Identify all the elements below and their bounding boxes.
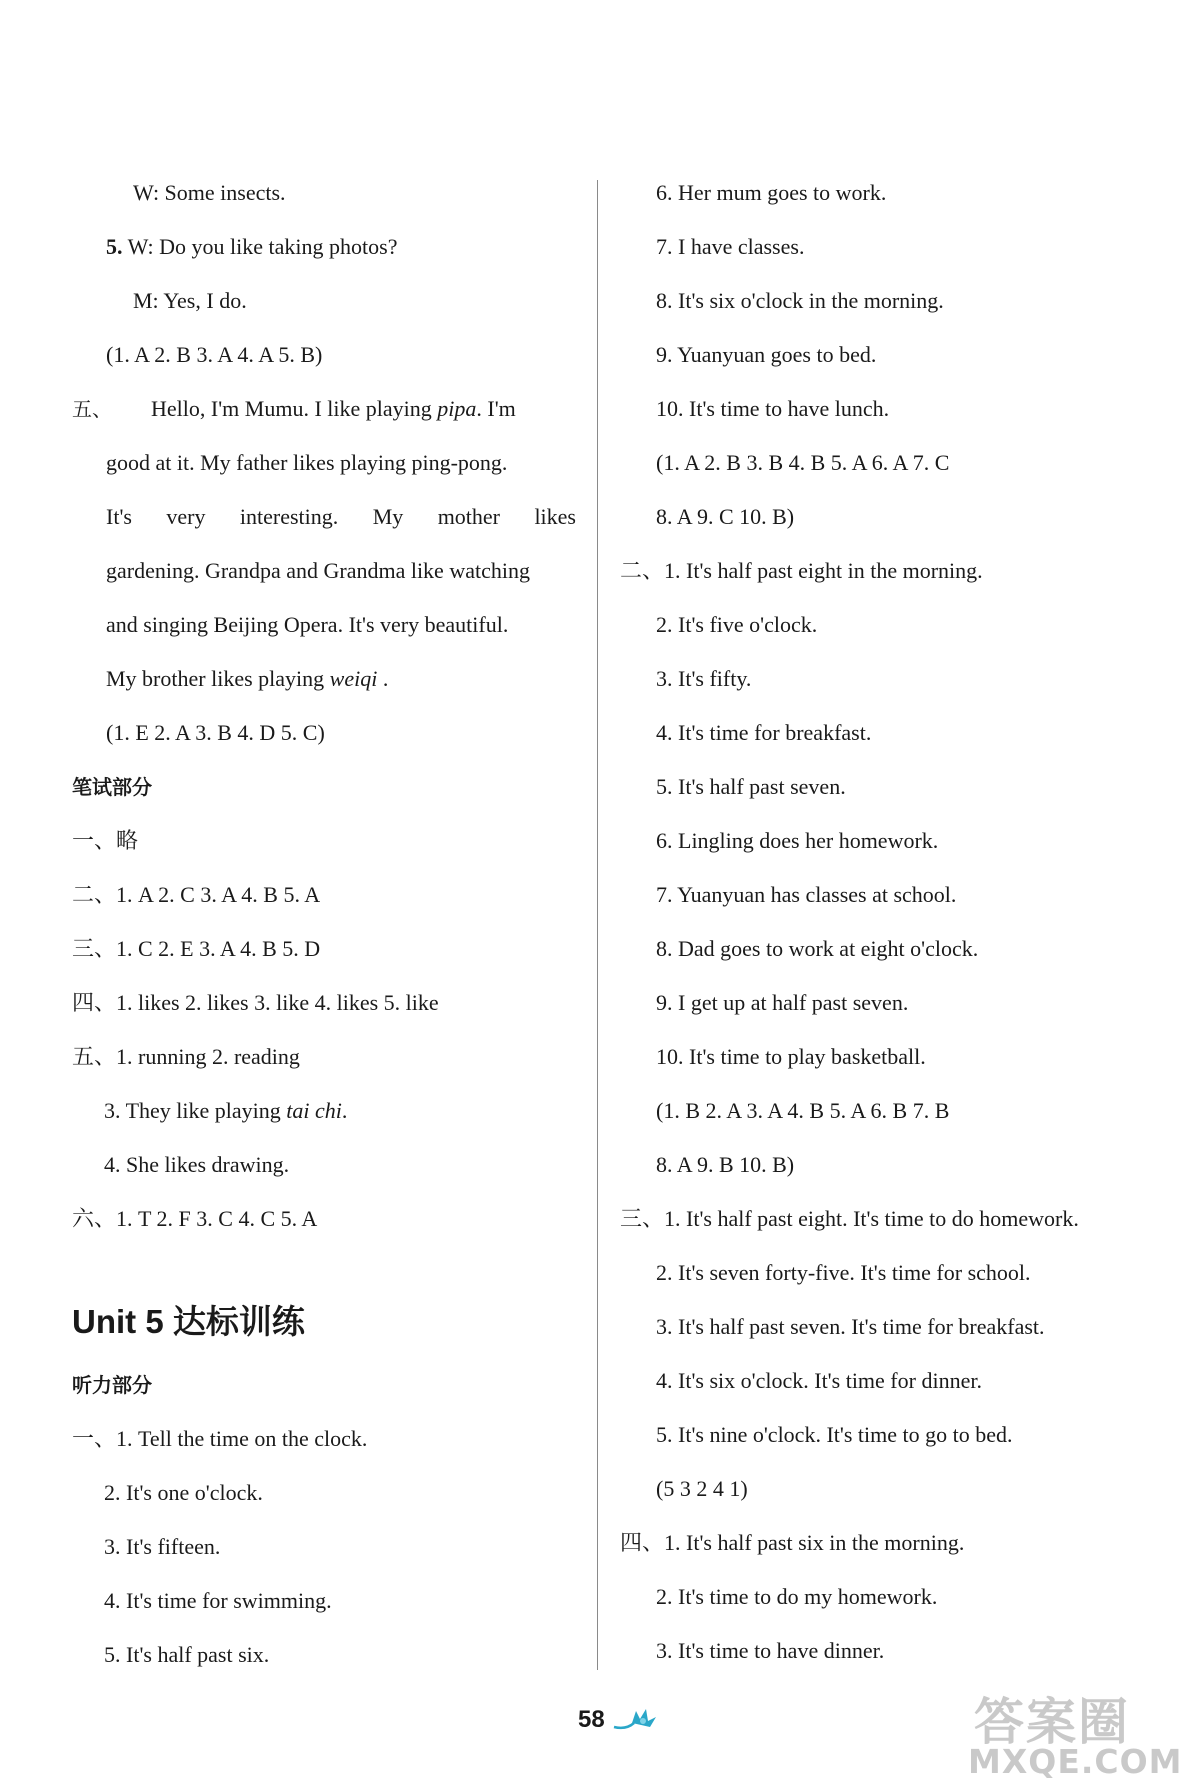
- site-watermark: [968, 1682, 1188, 1787]
- passage-text: My brother likes playing: [106, 666, 330, 691]
- passage-line: and singing Beijing Opera. It's very beautiful.: [106, 612, 509, 637]
- answer-line: 2. It's one o'clock.: [104, 1480, 263, 1505]
- item-number: 5.: [106, 234, 123, 259]
- dialogue-line: W: Some insects.: [133, 180, 286, 205]
- page-number: 58: [578, 1706, 605, 1733]
- section-heading: 笔试部分: [72, 775, 152, 799]
- column-divider: [597, 180, 598, 1670]
- answer-line: 3. It's fifteen.: [104, 1534, 221, 1559]
- answer-line: 4. It's time for breakfast.: [656, 720, 872, 745]
- answer-line: 三、1. C 2. E 3. A 4. B 5. D: [72, 936, 321, 961]
- passage-word: likes: [534, 504, 576, 529]
- answer-line: 四、1. likes 2. likes 3. like 4. likes 5. like: [72, 990, 439, 1015]
- answer-line: 一、略: [72, 828, 139, 853]
- answer-line: 3. It's half past seven. It's time for breakfast.: [656, 1314, 1045, 1339]
- answer-key: (1. E 2. A 3. B 4. D 5. C): [106, 720, 325, 745]
- answer-line: [104, 1096, 347, 1126]
- section-marker: 五、: [72, 397, 112, 421]
- flower-ornament-icon: [612, 1703, 662, 1735]
- passage-italic: pipa: [437, 396, 477, 421]
- answer-key: 8. A 9. B 10. B): [656, 1152, 795, 1177]
- passage-word: It's: [106, 504, 132, 529]
- answer-line: 2. It's seven forty-five. It's time for school.: [656, 1260, 1031, 1285]
- answer-line: 五、1. running 2. reading: [72, 1044, 300, 1069]
- passage-italic: weiqi: [329, 666, 378, 691]
- passage-word: mother: [437, 504, 501, 529]
- answer-line: 6. Her mum goes to work.: [656, 180, 887, 205]
- passage-text: . I'm: [476, 396, 516, 421]
- answer-line: 10. It's time to play basketball.: [656, 1044, 926, 1069]
- passage-line: [151, 394, 516, 424]
- dialogue-line: M: Yes, I do.: [133, 288, 247, 313]
- answer-line: 6. Lingling does her homework.: [656, 828, 939, 853]
- dialogue-line: [106, 232, 397, 262]
- answer-line: 7. I have classes.: [656, 234, 805, 259]
- answer-line: 六、1. T 2. F 3. C 4. C 5. A: [72, 1206, 318, 1231]
- answer-line: 3. It's fifty.: [656, 666, 752, 691]
- answer-line: 4. It's six o'clock. It's time for dinner.: [656, 1368, 982, 1393]
- watermark-url: MXQE.COM: [968, 1742, 1183, 1781]
- answer-line: 5. It's half past six.: [104, 1642, 270, 1667]
- answer-line: 四、1. It's half past six in the morning.: [620, 1530, 965, 1555]
- answer-line: 4. She likes drawing.: [104, 1152, 290, 1177]
- answer-line: 8. It's six o'clock in the morning.: [656, 288, 944, 313]
- passage-line: [106, 664, 388, 694]
- answer-line: 5. It's nine o'clock. It's time to go to bed.: [656, 1422, 1013, 1447]
- passage-word: interesting.: [239, 504, 339, 529]
- answer-key: (1. B 2. A 3. A 4. B 5. A 6. B 7. B: [656, 1098, 950, 1123]
- section-heading: 听力部分: [72, 1373, 152, 1397]
- answer-line: 10. It's time to have lunch.: [656, 396, 890, 421]
- watermark-logo-text: 答案圈: [974, 1693, 1130, 1751]
- unit-heading: Unit 5 达标训练: [72, 1303, 305, 1340]
- passage-word: My: [372, 504, 404, 529]
- answer-line: 9. Yuanyuan goes to bed.: [656, 342, 877, 367]
- answer-line: 三、1. It's half past eight. It's time to do homework.: [620, 1206, 1079, 1231]
- answer-line: 一、1. Tell the time on the clock.: [72, 1426, 368, 1451]
- answer-italic: tai chi: [286, 1098, 342, 1123]
- answer-line: 7. Yuanyuan has classes at school.: [656, 882, 957, 907]
- passage-word: very: [166, 504, 206, 529]
- passage-text: .: [377, 666, 389, 691]
- passage-line: gardening. Grandpa and Grandma like watching: [106, 558, 530, 583]
- answer-key: (5 3 2 4 1): [656, 1476, 748, 1501]
- answer-line: 9. I get up at half past seven.: [656, 990, 909, 1015]
- answer-key: 8. A 9. C 10. B): [656, 504, 795, 529]
- answer-line: 2. It's time to do my homework.: [656, 1584, 938, 1609]
- answer-line: 二、1. A 2. C 3. A 4. B 5. A: [72, 882, 321, 907]
- answer-line: 5. It's half past seven.: [656, 774, 846, 799]
- answer-line: 4. It's time for swimming.: [104, 1588, 332, 1613]
- passage-text: Hello, I'm Mumu. I like playing: [151, 396, 438, 421]
- answer-text: 3. They like playing: [104, 1098, 287, 1123]
- dialogue-text: W: Do you like taking photos?: [122, 234, 398, 259]
- answer-line: 2. It's five o'clock.: [656, 612, 818, 637]
- answer-line: 3. It's time to have dinner.: [656, 1638, 885, 1663]
- answer-key: (1. A 2. B 3. A 4. A 5. B): [106, 342, 323, 367]
- answer-key: (1. A 2. B 3. B 4. B 5. A 6. A 7. C: [656, 450, 950, 475]
- answer-text: .: [341, 1098, 348, 1123]
- answer-line: 8. Dad goes to work at eight o'clock.: [656, 936, 979, 961]
- passage-line: good at it. My father likes playing ping-pong.: [106, 450, 508, 475]
- passage-line-justified: [106, 502, 576, 532]
- answer-line: 二、1. It's half past eight in the morning.: [620, 558, 983, 583]
